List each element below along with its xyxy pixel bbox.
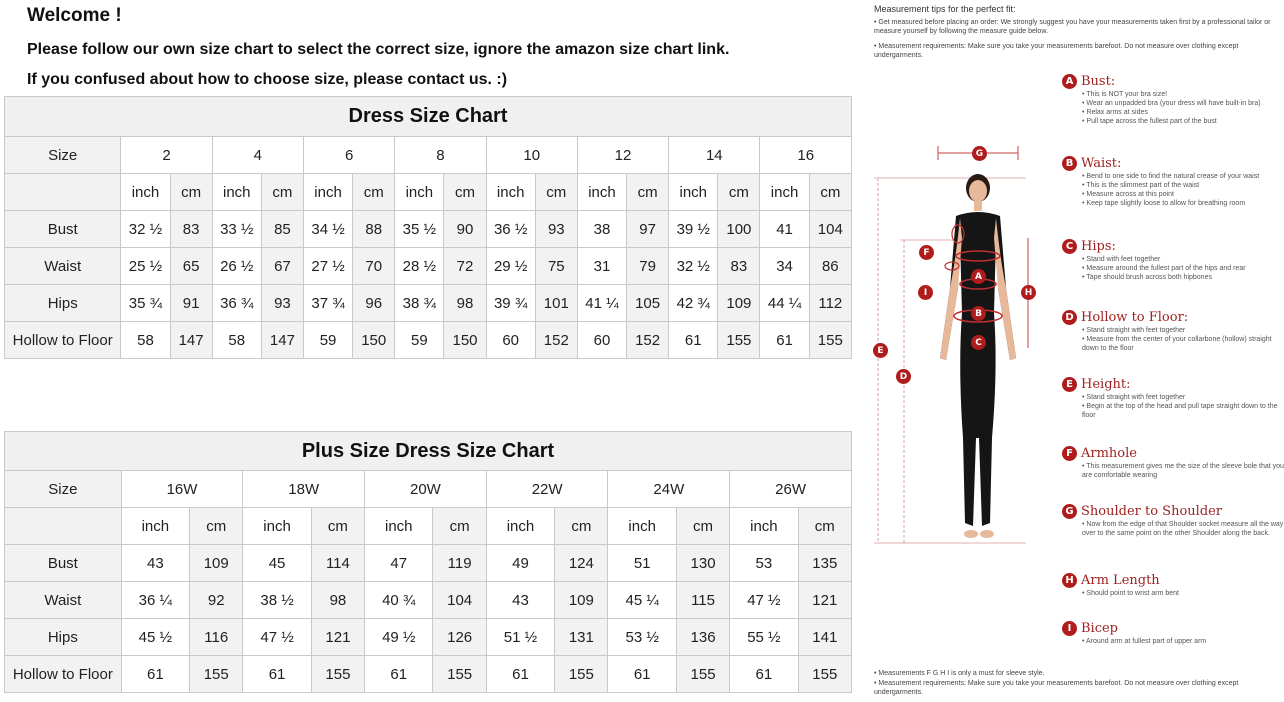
table-row: [5, 248, 852, 285]
table-cell: 155: [809, 322, 851, 359]
table-cell: 49: [486, 545, 554, 582]
guide-footer-requirements: • Measurement requirements: Make sure you take your measurements barefoot. Do not measure over clothing except undergarments.: [874, 680, 1239, 696]
table-cell: 109: [718, 285, 760, 322]
table-cell: 98: [444, 285, 486, 322]
intro-line-size-chart: Please follow our own size chart to select the correct size, ignore the amazon size chart link.: [27, 41, 730, 58]
row-label: Bust: [5, 211, 121, 248]
intro: [27, 4, 730, 88]
table-cell: 44 ¼: [760, 285, 809, 322]
size-column-header: 18W: [243, 471, 365, 508]
table-cell: 83: [718, 248, 760, 285]
unit-inch: inch: [365, 508, 433, 545]
measurement-item: [1062, 308, 1284, 353]
table-cell: 37 ¾: [303, 285, 352, 322]
table-cell: 26 ½: [212, 248, 261, 285]
measurement-item: [1062, 444, 1284, 480]
table-cell: 34 ½: [303, 211, 352, 248]
table-cell: 155: [433, 656, 486, 693]
unit-inch: inch: [577, 174, 626, 211]
row-label: Hollow to Floor: [5, 656, 122, 693]
table-cell: 147: [261, 322, 303, 359]
table-cell: 155: [190, 656, 243, 693]
table-cell: 105: [627, 285, 669, 322]
measurement-note: • Bend to one side to find the natural crease of your waist: [1082, 173, 1260, 180]
marker-a: A: [971, 269, 986, 284]
table-cell: 38 ¾: [395, 285, 444, 322]
table-cell: 41: [760, 211, 809, 248]
plus-size-chart: [4, 431, 852, 693]
table-cell: 45 ¼: [608, 582, 676, 619]
marker-b: B: [971, 306, 986, 321]
table-cell: 43: [121, 545, 189, 582]
size-column-header: 10: [486, 137, 577, 174]
table-cell: 32 ½: [121, 211, 170, 248]
table-cell: 86: [809, 248, 851, 285]
row-label: Waist: [5, 248, 121, 285]
table-cell: 155: [798, 656, 851, 693]
table-cell: 35 ¾: [121, 285, 170, 322]
measurement-letter-badge: C: [1062, 239, 1077, 254]
measurement-heading: [1062, 154, 1284, 172]
measurement-title: Bust:: [1081, 73, 1116, 89]
marker-c: C: [971, 335, 986, 350]
size-column-header: 14: [669, 137, 760, 174]
table-cell: 101: [535, 285, 577, 322]
table-cell: 130: [676, 545, 729, 582]
table-cell: 98: [311, 582, 364, 619]
table-cell: 28 ½: [395, 248, 444, 285]
unit-cm: cm: [809, 174, 851, 211]
size-column-header: 12: [577, 137, 668, 174]
table-cell: 112: [809, 285, 851, 322]
table-cell: 109: [190, 545, 243, 582]
unit-row-header: [5, 174, 121, 211]
measurement-note: • This measurement gives me the size of the sleeve bole that you are comfortable wearing: [1082, 463, 1284, 479]
unit-cm: cm: [190, 508, 243, 545]
measurement-note: • Stand with feet together: [1082, 256, 1161, 263]
measurement-note: • This is the slimmest part of the waist: [1082, 182, 1200, 189]
measurement-item: [1062, 72, 1284, 126]
table-row: [5, 322, 852, 359]
marker-g: G: [972, 146, 987, 161]
table-cell: 100: [718, 211, 760, 248]
unit-inch: inch: [212, 174, 261, 211]
table-cell: 126: [433, 619, 486, 656]
table-cell: 43: [486, 582, 554, 619]
table-cell: 91: [170, 285, 212, 322]
size-header: Size: [5, 137, 121, 174]
unit-cm: cm: [718, 174, 760, 211]
table-cell: 152: [627, 322, 669, 359]
measurement-letter-badge: B: [1062, 156, 1077, 171]
table-cell: 61: [760, 322, 809, 359]
table-cell: 36 ½: [486, 211, 535, 248]
table-cell: 39 ¾: [486, 285, 535, 322]
table-cell: 47 ½: [730, 582, 798, 619]
table-cell: 29 ½: [486, 248, 535, 285]
row-label: Hips: [5, 619, 122, 656]
measurement-letter-badge: G: [1062, 504, 1077, 519]
measurement-title: Hips:: [1081, 238, 1116, 254]
table-row: [5, 545, 852, 582]
table-cell: 121: [798, 582, 851, 619]
unit-inch: inch: [486, 174, 535, 211]
measurement-heading: [1062, 619, 1284, 637]
table-cell: 131: [555, 619, 608, 656]
table-cell: 141: [798, 619, 851, 656]
row-label: Hollow to Floor: [5, 322, 121, 359]
table-cell: 58: [212, 322, 261, 359]
unit-cm: cm: [311, 508, 364, 545]
measurement-note: • Tape should brush across both hipbones: [1082, 274, 1212, 281]
measurement-note: • Measure around the fullest part of the hips and rear: [1082, 265, 1246, 272]
table-cell: 155: [676, 656, 729, 693]
unit-cm: cm: [627, 174, 669, 211]
guide-tip-order: • Get measured before placing an order: We strongly suggest you have your measurements taken first by a professional tailor or measure yourself by following the measure guide below.: [874, 19, 1271, 35]
measurement-heading: [1062, 375, 1284, 393]
marker-e: E: [873, 343, 888, 358]
measurement-letter-badge: A: [1062, 74, 1077, 89]
chart-title: Dress Size Chart: [5, 97, 852, 137]
unit-cm: cm: [170, 174, 212, 211]
table-cell: 53 ½: [608, 619, 676, 656]
measurement-heading: [1062, 444, 1284, 462]
size-column-header: 2: [121, 137, 212, 174]
measurement-letter-badge: E: [1062, 377, 1077, 392]
table-cell: 27 ½: [303, 248, 352, 285]
table-cell: 35 ½: [395, 211, 444, 248]
table-cell: 85: [261, 211, 303, 248]
unit-inch: inch: [121, 174, 170, 211]
table-cell: 114: [311, 545, 364, 582]
unit-inch: inch: [760, 174, 809, 211]
measurement-guide: [866, 0, 1284, 702]
unit-inch: inch: [395, 174, 444, 211]
table-cell: 61: [608, 656, 676, 693]
measurement-item: [1062, 375, 1284, 420]
measurement-title: Hollow to Floor:: [1081, 309, 1189, 325]
table-cell: 59: [395, 322, 444, 359]
table-cell: 36 ¼: [121, 582, 189, 619]
table-cell: 155: [555, 656, 608, 693]
table-cell: 72: [444, 248, 486, 285]
measurement-title: Shoulder to Shoulder: [1081, 503, 1223, 519]
size-column-header: 20W: [365, 471, 487, 508]
table-cell: 104: [433, 582, 486, 619]
unit-cm: cm: [798, 508, 851, 545]
marker-f: F: [919, 245, 934, 260]
measurement-title: Bicep: [1081, 620, 1119, 636]
unit-cm: cm: [535, 174, 577, 211]
table-cell: 53: [730, 545, 798, 582]
table-cell: 115: [676, 582, 729, 619]
size-column-header: 22W: [486, 471, 608, 508]
table-cell: 38 ½: [243, 582, 311, 619]
body-figure: [866, 138, 1041, 558]
size-column-header: 8: [395, 137, 486, 174]
size-column-header: 6: [303, 137, 394, 174]
unit-cm: cm: [444, 174, 486, 211]
table-cell: 61: [365, 656, 433, 693]
table-cell: 61: [243, 656, 311, 693]
measurement-heading: [1062, 502, 1284, 520]
table-cell: 70: [353, 248, 395, 285]
table-cell: 136: [676, 619, 729, 656]
measurement-letter-badge: F: [1062, 446, 1077, 461]
table-cell: 38: [577, 211, 626, 248]
row-label: Hips: [5, 285, 121, 322]
table-cell: 97: [627, 211, 669, 248]
table-cell: 61: [669, 322, 718, 359]
unit-inch: inch: [669, 174, 718, 211]
row-label: Bust: [5, 545, 122, 582]
unit-cm: cm: [676, 508, 729, 545]
guide-footer-sleeve: • Measurements F G H I is only a must for sleeve style.: [874, 670, 1045, 677]
measurement-title: Height:: [1081, 376, 1131, 392]
marker-i: I: [918, 285, 933, 300]
unit-cm: cm: [261, 174, 303, 211]
table-cell: 155: [718, 322, 760, 359]
table-row: [5, 656, 852, 693]
size-column-header: 24W: [608, 471, 730, 508]
unit-inch: inch: [303, 174, 352, 211]
table-cell: 150: [444, 322, 486, 359]
size-column-header: 16W: [121, 471, 243, 508]
table-cell: 39 ½: [669, 211, 718, 248]
table-cell: 104: [809, 211, 851, 248]
measurement-note: • Stand straight with feet together: [1082, 394, 1186, 401]
table-cell: 40 ¾: [365, 582, 433, 619]
size-column-header: 16: [760, 137, 852, 174]
measurement-heading: [1062, 571, 1284, 589]
body-figure-illustration: [866, 138, 1041, 558]
table-cell: 147: [170, 322, 212, 359]
measurement-note: • This is NOT your bra size!: [1082, 91, 1168, 98]
table-cell: 41 ¼: [577, 285, 626, 322]
unit-inch: inch: [121, 508, 189, 545]
unit-inch: inch: [608, 508, 676, 545]
size-column-header: 26W: [730, 471, 852, 508]
welcome-heading: Welcome !: [27, 5, 122, 26]
table-cell: 47 ½: [243, 619, 311, 656]
table-cell: 45 ½: [121, 619, 189, 656]
table-cell: 92: [190, 582, 243, 619]
table-cell: 59: [303, 322, 352, 359]
table-cell: 45: [243, 545, 311, 582]
table-cell: 61: [121, 656, 189, 693]
measurement-item: [1062, 619, 1284, 646]
unit-cm: cm: [433, 508, 486, 545]
measurement-letter-badge: D: [1062, 310, 1077, 325]
size-header: Size: [5, 471, 122, 508]
table-cell: 25 ½: [121, 248, 170, 285]
table-row: [5, 285, 852, 322]
measurement-heading: [1062, 308, 1284, 326]
measurement-note: • Pull tape across the fullest part of the bust: [1082, 118, 1217, 125]
table-cell: 31: [577, 248, 626, 285]
measurement-item: [1062, 237, 1284, 282]
table-cell: 116: [190, 619, 243, 656]
table-cell: 75: [535, 248, 577, 285]
table-cell: 121: [311, 619, 364, 656]
table-cell: 93: [261, 285, 303, 322]
table-cell: 109: [555, 582, 608, 619]
table-cell: 51 ½: [486, 619, 554, 656]
measurement-item: [1062, 571, 1284, 598]
table-cell: 60: [577, 322, 626, 359]
measurement-note: • Measure across at this point: [1082, 191, 1174, 198]
measurement-title: Waist:: [1081, 155, 1122, 171]
table-cell: 67: [261, 248, 303, 285]
measurement-note: • Around arm at fullest part of upper arm: [1082, 638, 1207, 645]
table-row: [5, 619, 852, 656]
unit-row-header: [5, 508, 122, 545]
guide-title: Measurement tips for the perfect fit:: [874, 4, 1016, 14]
measurement-note: • Stand straight with feet together: [1082, 327, 1186, 334]
size-column-header: 4: [212, 137, 303, 174]
marker-h: H: [1021, 285, 1036, 300]
measurement-note: • Measure from the center of your collarbone (hollow) straight down to the floor: [1082, 336, 1272, 352]
measurement-note: • Begin at the top of the head and pull tape straight down to the floor: [1082, 403, 1278, 419]
table-cell: 36 ¾: [212, 285, 261, 322]
table-cell: 88: [353, 211, 395, 248]
table-cell: 51: [608, 545, 676, 582]
table-cell: 119: [433, 545, 486, 582]
table-cell: 155: [311, 656, 364, 693]
table-cell: 124: [555, 545, 608, 582]
measurement-note: • Now from the edge of that Shoulder socket measure all the way over to the same point on the other Shoulder along the back.: [1082, 521, 1284, 537]
table-cell: 93: [535, 211, 577, 248]
chart-title: Plus Size Dress Size Chart: [5, 432, 852, 471]
table-cell: 34: [760, 248, 809, 285]
table-cell: 79: [627, 248, 669, 285]
table-cell: 33 ½: [212, 211, 261, 248]
measurement-letter-badge: I: [1062, 621, 1077, 636]
dress-size-chart: [4, 96, 852, 359]
table-cell: 58: [121, 322, 170, 359]
table-cell: 152: [535, 322, 577, 359]
measurement-heading: [1062, 237, 1284, 255]
table-cell: 61: [486, 656, 554, 693]
table-cell: 60: [486, 322, 535, 359]
table-cell: 150: [353, 322, 395, 359]
measurement-note: • Relax arms at sides: [1082, 109, 1148, 116]
measurement-item: [1062, 502, 1284, 538]
row-label: Waist: [5, 582, 122, 619]
unit-inch: inch: [243, 508, 311, 545]
measurement-item: [1062, 154, 1284, 208]
table-cell: 55 ½: [730, 619, 798, 656]
table-cell: 135: [798, 545, 851, 582]
table-cell: 61: [730, 656, 798, 693]
table-cell: 32 ½: [669, 248, 718, 285]
table-cell: 47: [365, 545, 433, 582]
marker-d: D: [896, 369, 911, 384]
unit-cm: cm: [353, 174, 395, 211]
measurement-letter-badge: H: [1062, 573, 1077, 588]
table-cell: 96: [353, 285, 395, 322]
table-cell: 42 ¾: [669, 285, 718, 322]
measurement-title: Arm Length: [1081, 572, 1160, 588]
measurement-note: • Keep tape slightly loose to allow for breathing room: [1082, 200, 1246, 207]
table-cell: 65: [170, 248, 212, 285]
table-row: [5, 582, 852, 619]
measurement-title: Armhole: [1081, 445, 1137, 461]
guide-tip-requirements: • Measurement requirements: Make sure you take your measurements barefoot. Do not measure over clothing except undergarments.: [874, 43, 1239, 59]
table-cell: 49 ½: [365, 619, 433, 656]
table-row: [5, 211, 852, 248]
measurement-note: • Should point to wrist arm bent: [1082, 590, 1179, 597]
measurement-note: • Wear an unpadded bra (your dress will have built-in bra): [1082, 100, 1261, 107]
unit-inch: inch: [730, 508, 798, 545]
measurement-heading: [1062, 72, 1284, 90]
unit-inch: inch: [486, 508, 554, 545]
table-cell: 90: [444, 211, 486, 248]
unit-cm: cm: [555, 508, 608, 545]
table-cell: 83: [170, 211, 212, 248]
intro-line-contact: If you confused about how to choose size, please contact us. :): [27, 71, 508, 88]
